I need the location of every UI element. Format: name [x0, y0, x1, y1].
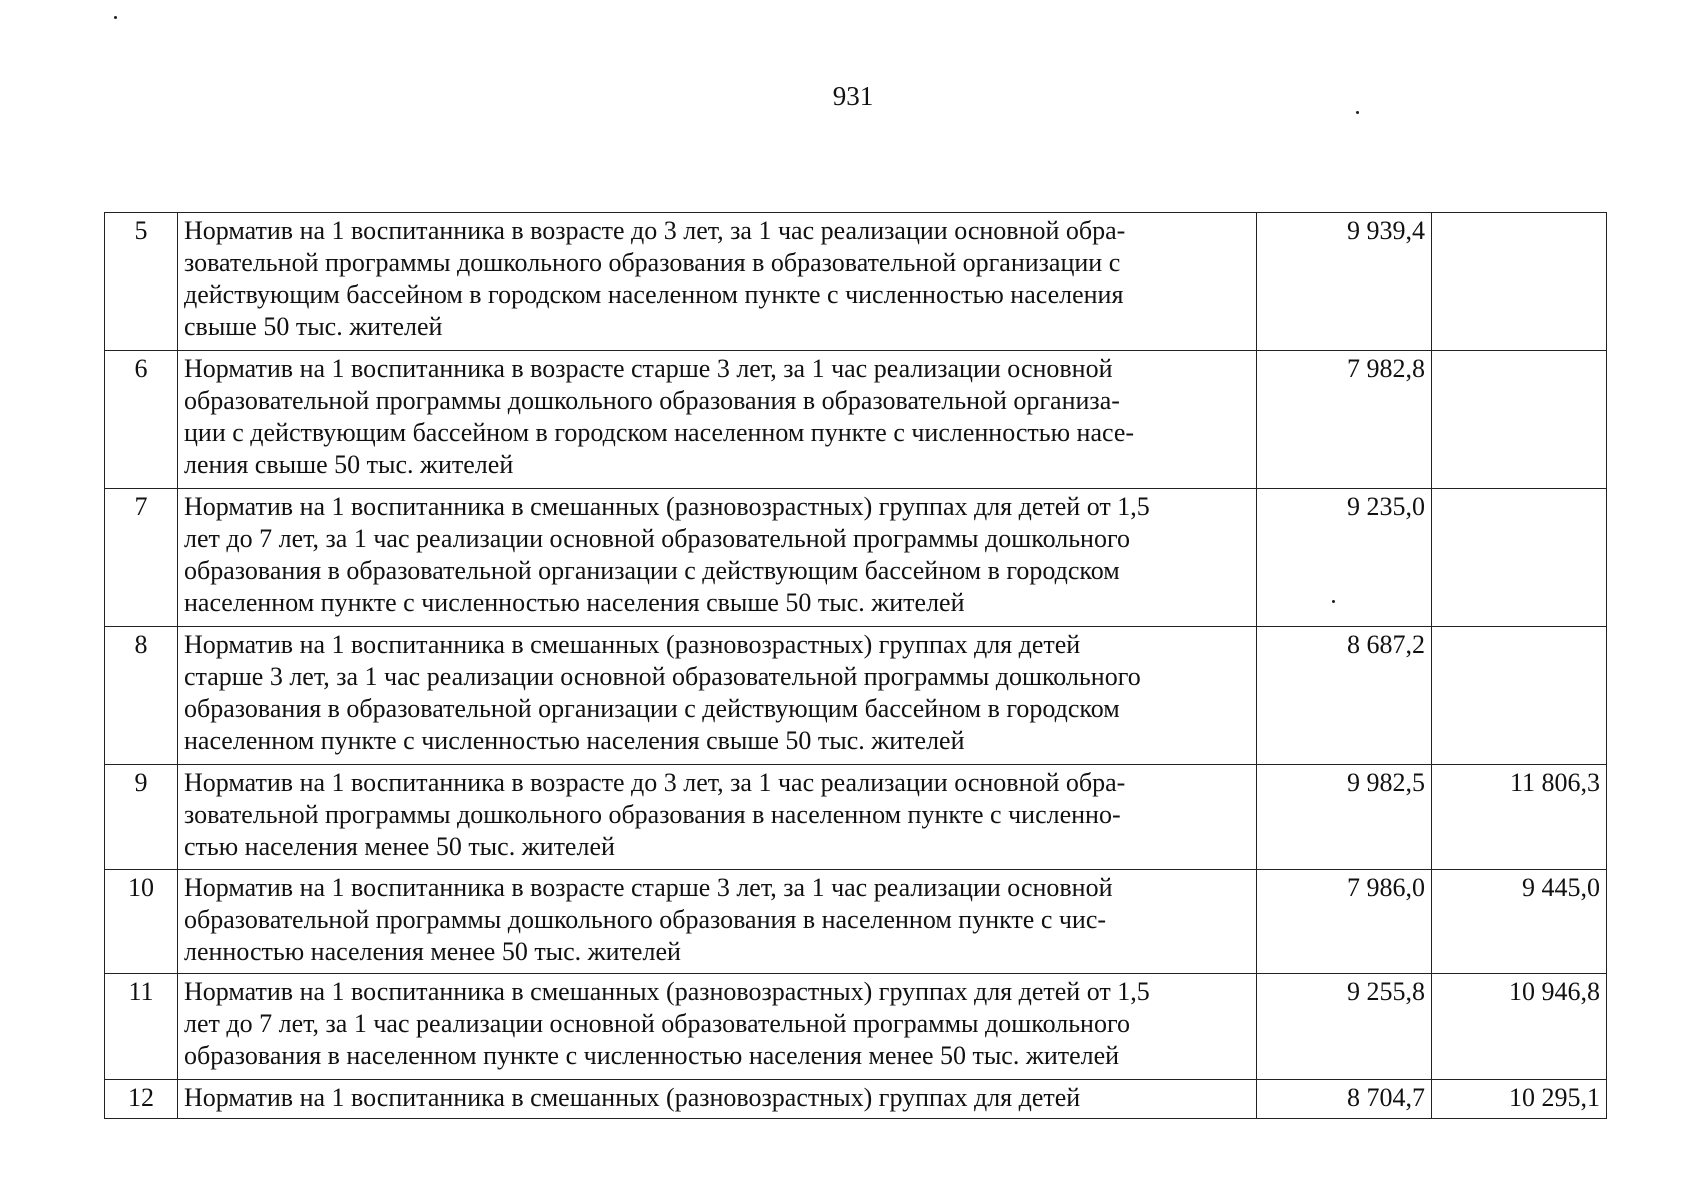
row-value-1: 7 982,8 — [1257, 351, 1432, 489]
row-number: 10 — [105, 870, 178, 974]
row-value-1: 7 986,0 — [1257, 870, 1432, 974]
table-row — [105, 974, 1607, 1080]
table-row — [105, 627, 1607, 765]
table-row — [105, 351, 1607, 489]
row-description: Норматив на 1 воспитанника в смешанных (разновозрастных) группах для детей от 1,5 лет до 7 лет, за 1 час реализации основной образовательной программы дошкольного образования в образовательной организации с действующим бассейном в городском населенном пункте с численностью населения свыше 50 тыс. жителей — [178, 489, 1257, 627]
row-value-2: 10 295,1 — [1432, 1080, 1607, 1119]
row-description: Норматив на 1 воспитанника в возрасте до 3 лет, за 1 час реализации основной обра- зовательной программы дошкольного образования в образовательной организации с действующим бассейном в городском населенном пункте с численностью населения свыше 50 тыс. жителей — [178, 213, 1257, 351]
row-description: Норматив на 1 воспитанника в смешанных (разновозрастных) группах для детей старше 3 лет, за 1 час реализации основной образовательной программы дошкольного образования в образовательной организации с действующим бассейном в городском населенном пункте с численностью населения свыше 50 тыс. жителей — [178, 627, 1257, 765]
scan-speck — [114, 16, 117, 19]
row-value-2: 9 445,0 — [1432, 870, 1607, 974]
row-value-1: 8 704,7 — [1257, 1080, 1432, 1119]
row-value-2 — [1432, 489, 1607, 627]
row-number: 12 — [105, 1080, 178, 1119]
row-number: 7 — [105, 489, 178, 627]
row-value-2 — [1432, 351, 1607, 489]
row-description: Норматив на 1 воспитанника в смешанных (разновозрастных) группах для детей — [178, 1080, 1257, 1119]
row-value-1: 9 982,5 — [1257, 765, 1432, 870]
norms-table — [104, 212, 1607, 1119]
row-number: 5 — [105, 213, 178, 351]
row-value-1: 9 235,0 — [1257, 489, 1432, 627]
table-row — [105, 765, 1607, 870]
row-value-1: 9 255,8 — [1257, 974, 1432, 1080]
page-number: 931 — [832, 81, 874, 111]
row-description: Норматив на 1 воспитанника в возрасте старше 3 лет, за 1 час реализации основной образовательной программы дошкольного образования в населенном пункте с чис- ленностью населения менее 50 тыс. жителей — [178, 870, 1257, 974]
row-number: 9 — [105, 765, 178, 870]
row-number: 6 — [105, 351, 178, 489]
table-row — [105, 1080, 1607, 1119]
row-value-2: 11 806,3 — [1432, 765, 1607, 870]
row-value-2 — [1432, 213, 1607, 351]
table-row — [105, 870, 1607, 974]
scan-speck — [1356, 111, 1359, 114]
row-number: 11 — [105, 974, 178, 1080]
row-description: Норматив на 1 воспитанника в смешанных (разновозрастных) группах для детей от 1,5 лет до 7 лет, за 1 час реализации основной образовательной программы дошкольного образования в населенном пункте с численностью населения менее 50 тыс. жителей — [178, 974, 1257, 1080]
row-description: Норматив на 1 воспитанника в возрасте до 3 лет, за 1 час реализации основной обра- зовательной программы дошкольного образования в населенном пункте с численно- стью населения менее 50 тыс. жителей — [178, 765, 1257, 870]
table-row — [105, 489, 1607, 627]
table-row — [105, 213, 1607, 351]
row-value-2: 10 946,8 — [1432, 974, 1607, 1080]
row-number: 8 — [105, 627, 178, 765]
row-value-1: 9 939,4 — [1257, 213, 1432, 351]
row-value-2 — [1432, 627, 1607, 765]
row-description: Норматив на 1 воспитанника в возрасте старше 3 лет, за 1 час реализации основной образовательной программы дошкольного образования в образовательной организа- ции с действующим бассейном в городском населенном пункте с численностью насе- ления свыше 50 тыс. жителей — [178, 351, 1257, 489]
row-value-1: 8 687,2 — [1257, 627, 1432, 765]
